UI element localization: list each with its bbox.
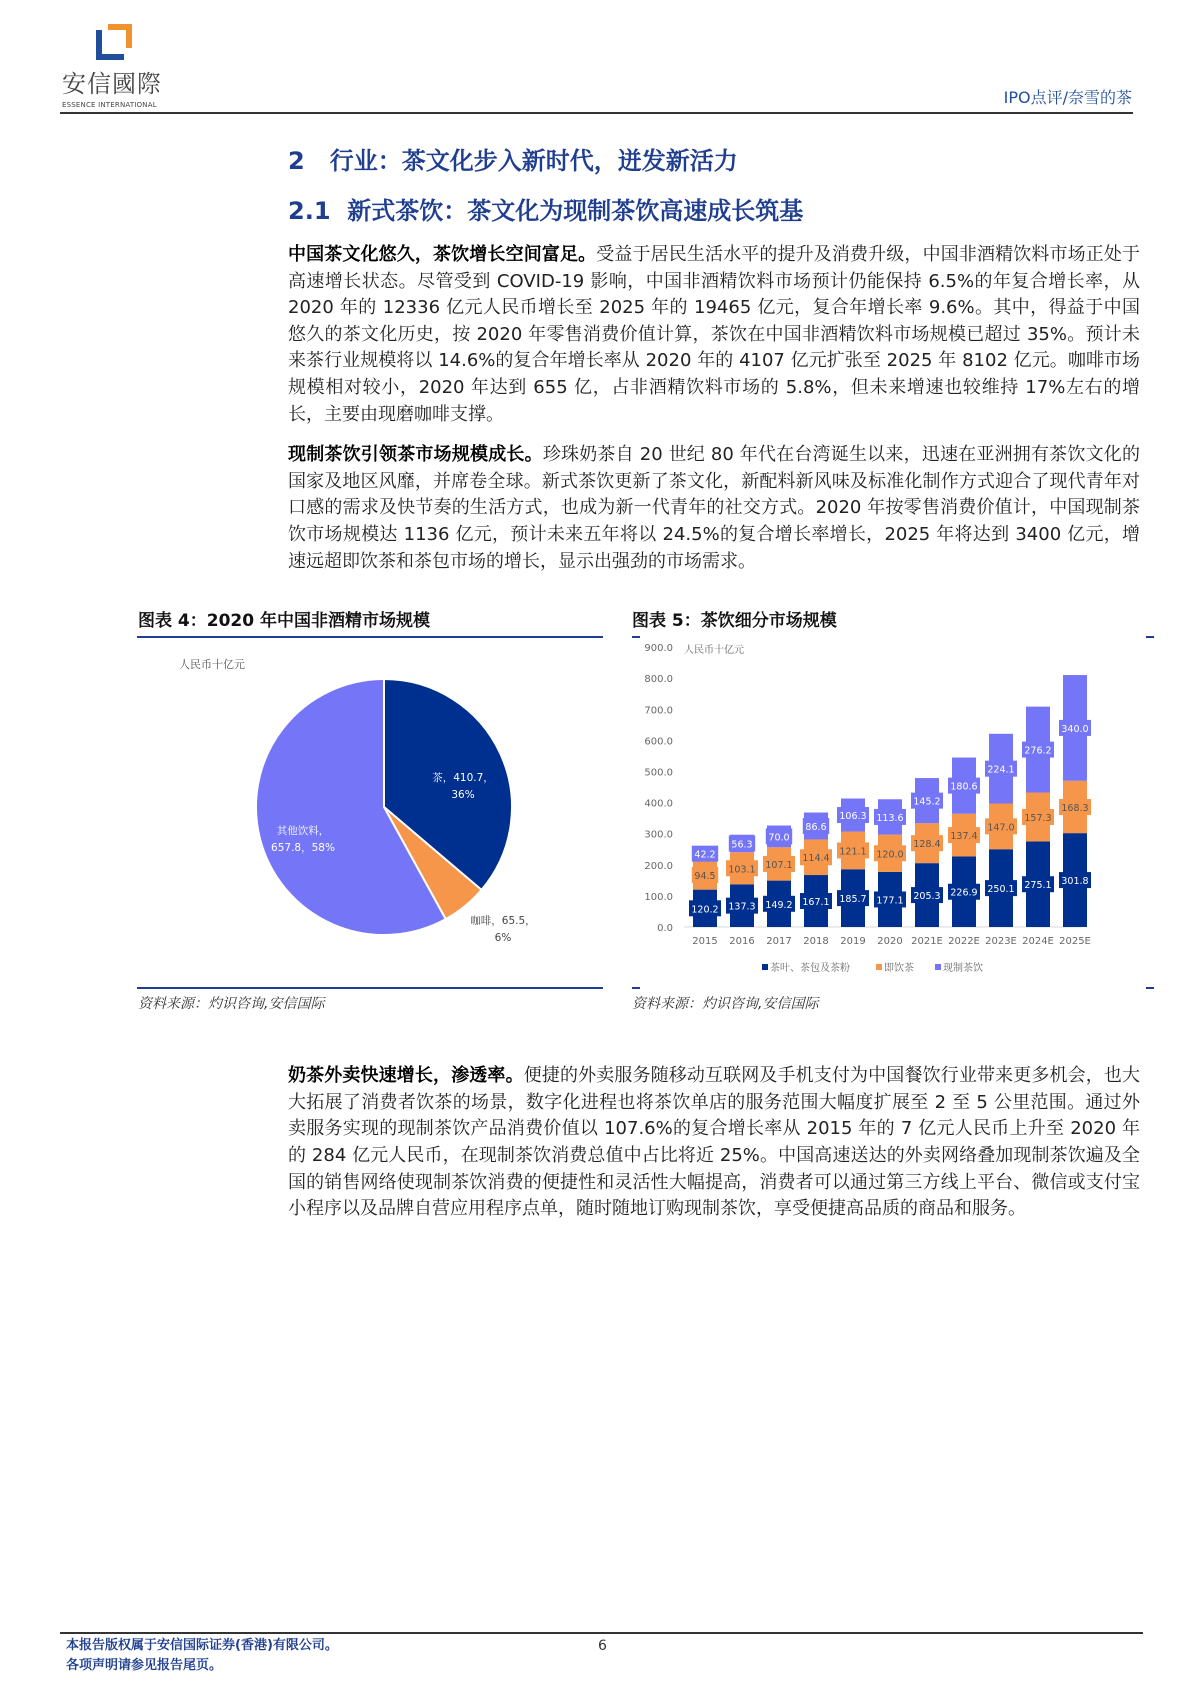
chart-divider xyxy=(137,636,603,638)
data-label: 250.1 xyxy=(987,884,1015,896)
y-tick-label: 700.0 xyxy=(644,705,673,717)
data-label: 180.6 xyxy=(950,781,978,793)
data-label: 56.3 xyxy=(731,839,753,851)
data-label: 120.2 xyxy=(691,904,719,916)
x-tick-label: 2017 xyxy=(766,936,792,948)
x-tick-label: 2018 xyxy=(803,936,829,948)
pie-label-tea: 茶，410.7， xyxy=(432,772,494,785)
paragraph-lead: 中国茶文化悠久，茶饮增长空间富足。 xyxy=(288,244,597,265)
data-label: 147.0 xyxy=(987,822,1015,834)
data-label: 137.4 xyxy=(950,831,978,843)
data-label: 128.4 xyxy=(913,839,941,851)
pie-percent-coffee: 6% xyxy=(494,932,512,945)
paragraph-body: 便捷的外卖服务随移动互联网及手机支付为中国餐饮行业带来更多机会，也大大拓展了消费者饮茶的场景，数字化进程也将茶饮单店的服务范围大幅度扩展至 2 至 5 公里范围。通过外卖服务实现的现制茶饮产品消费价值以 107.6%的复合增长率从 2015 年的 7 亿元人民币上升至 2020 年的 284 亿元人民币，在现制茶饮消费总值中占比将近 25%。中国高速送达的外卖网络叠加现制茶饮遍及全国的销售网络使现制茶饮消费的便捷性和灵活性大幅提高，消费者可以通过第三方线上平台、微信或支付宝小程序以及品牌自营应用程序点单，随时随地订购现制茶饮，享受便捷高品质的商品和服务。 xyxy=(288,1065,1141,1220)
chart-divider xyxy=(1146,636,1154,638)
header-divider xyxy=(60,112,1133,114)
paragraph-lead: 现制茶饮引领茶市场规模成长。 xyxy=(288,444,543,466)
paragraph-body: 珍珠奶茶自 20 世纪 80 年代在台湾诞生以来，迅速在亚洲拥有茶饮文化的国家及地区风靡，并席卷全球。新式茶饮更新了茶文化，新配料新风味及标准化制作方式迎合了现代青年对口感的需求及快节奏的生活方式，也成为新一代青年的社交方式。2020 年按零售消费价值计，中国现制茶饮市场规模达 1136 亿元，预计未来五年将以 24.5%的复合增长率增长，2025 年将达到 3400 亿元，增速远超即饮茶和茶包市场的增长，显示出强劲的市场需求。 xyxy=(288,444,1140,572)
data-label: 70.0 xyxy=(768,832,790,844)
data-label: 120.0 xyxy=(876,849,904,861)
data-label: 42.2 xyxy=(694,849,716,861)
legend-swatch xyxy=(935,964,941,970)
stacked-bar-chart xyxy=(632,640,1154,986)
data-label: 121.1 xyxy=(839,846,867,858)
paragraph-delivery xyxy=(288,1063,1140,1223)
data-label: 276.2 xyxy=(1024,745,1052,757)
x-tick-label: 2019 xyxy=(840,936,866,948)
pie-chart-source: 资料来源：灼识咨询,安信国际 xyxy=(138,996,325,1013)
charts-row xyxy=(137,611,1154,1023)
legend-swatch xyxy=(876,964,882,970)
data-label: 301.8 xyxy=(1061,876,1089,888)
main-content xyxy=(138,146,1141,1223)
logo-text: 安信國際 xyxy=(62,70,162,98)
bar-chart-source: 资料来源：灼识咨询,安信国际 xyxy=(632,996,819,1013)
data-label: 340.0 xyxy=(1061,724,1089,736)
data-label: 167.1 xyxy=(802,897,830,909)
data-label: 106.3 xyxy=(839,811,867,823)
y-tick-label: 100.0 xyxy=(644,892,673,904)
y-tick-label: 900.0 xyxy=(644,643,673,655)
pie-percent-tea: 36% xyxy=(451,789,475,802)
data-label: 86.6 xyxy=(805,822,827,834)
footer-disclaimer: 各项声明请参见报告尾页。 xyxy=(66,1658,223,1673)
chart-divider xyxy=(632,987,640,989)
report-tag: IPO点评/奈雪的茶 xyxy=(1003,88,1132,107)
bar-unit-label: 人民币十亿元 xyxy=(684,645,744,657)
paragraph-tea-culture xyxy=(288,242,1140,428)
data-label: 157.3 xyxy=(1024,813,1052,825)
y-tick-label: 600.0 xyxy=(644,736,673,748)
paragraph-body: 受益于居民生活水平的提升及消费升级，中国非酒精饮料市场正处于高速增长状态。尽管受到 COVID-19 影响，中国非酒精饮料市场预计仍能保持 6.5%的年复合增长率，从 2020 年的 12336 亿元人民币增长至 2025 年的 19465 亿元，复合年增长率 9.6%。其中，得益于中国悠久的茶文化历史，按 2020 年零售消费价值计算，茶饮在中国非酒精饮料市场规模已超过 35%。预计未来茶行业规模将以 14.6%的复合年增长率从 2020 年的 4107 亿元扩张至 2025 年 8102 亿元。咖啡市场规模相对较小，2020 年达到 655 亿，占非酒精饮料市场的 5.8%，但未来增速也较维持 17%左右的增长，主要由现磨咖啡支撑。 xyxy=(288,244,1140,425)
data-label: 226.9 xyxy=(950,887,978,899)
pie-percent-other: 657.8，58% xyxy=(271,842,335,855)
x-tick-label: 2016 xyxy=(729,936,755,948)
section-heading: 2 行业：茶文化步入新时代，迸发新活力 xyxy=(288,147,738,175)
logo-subtext: ESSENCE INTERNATIONAL xyxy=(62,101,157,109)
footer-divider xyxy=(60,1632,1143,1634)
y-tick-label: 800.0 xyxy=(644,674,673,686)
footer-copyright: 本报告版权属于安信国际证券(香港)有限公司。 xyxy=(66,1638,338,1653)
data-label: 94.5 xyxy=(694,871,716,883)
data-label: 177.1 xyxy=(876,895,904,907)
data-label: 103.1 xyxy=(728,864,756,876)
x-tick-label: 2024E xyxy=(1022,936,1054,948)
pie-unit-label: 人民币十亿元 xyxy=(179,658,245,672)
data-label: 114.4 xyxy=(802,853,830,865)
legend-swatch xyxy=(762,964,768,970)
page-number: 6 xyxy=(598,1638,607,1654)
pie-label-coffee: 咖啡，65.5， xyxy=(470,915,536,928)
y-tick-label: 300.0 xyxy=(644,829,673,841)
data-label: 107.1 xyxy=(765,860,793,872)
data-label: 168.3 xyxy=(1061,803,1089,815)
y-tick-label: 500.0 xyxy=(644,767,673,779)
data-label: 145.2 xyxy=(913,796,941,808)
data-label: 149.2 xyxy=(765,899,793,911)
legend-label: 即饮茶 xyxy=(884,963,914,975)
legend-label: 现制茶饮 xyxy=(943,963,983,975)
x-tick-label: 2025E xyxy=(1059,936,1091,948)
x-tick-label: 2015 xyxy=(692,936,718,948)
legend-label: 茶叶、茶包及茶粉 xyxy=(770,963,850,975)
bar-chart-title: 图表 5：茶饮细分市场规模 xyxy=(632,611,837,632)
x-tick-label: 2023E xyxy=(985,936,1017,948)
data-label: 205.3 xyxy=(913,891,941,903)
y-tick-label: 400.0 xyxy=(644,798,673,810)
data-label: 137.3 xyxy=(728,901,756,913)
x-tick-label: 2020 xyxy=(877,936,903,948)
pie-label-other: 其他饮料， xyxy=(276,825,330,838)
subsection-heading: 2.1 新式茶饮：茶文化为现制茶饮高速成长筑基 xyxy=(288,197,804,225)
pie-chart xyxy=(137,640,603,986)
data-label: 113.6 xyxy=(876,813,904,825)
paragraph-lead: 奶茶外卖快速增长，渗透率。 xyxy=(288,1065,524,1087)
paragraph-fresh-tea xyxy=(288,442,1140,575)
data-label: 185.7 xyxy=(839,894,867,906)
logo-icon xyxy=(94,22,134,62)
x-tick-label: 2022E xyxy=(948,936,980,948)
pie-chart-title: 图表 4：2020 年中国非酒精市场规模 xyxy=(138,611,430,632)
y-tick-label: 0.0 xyxy=(657,923,673,935)
data-label: 224.1 xyxy=(987,764,1015,776)
chart-divider xyxy=(1146,987,1154,989)
y-tick-label: 200.0 xyxy=(644,860,673,872)
chart-divider xyxy=(137,987,603,989)
chart-divider xyxy=(632,636,640,638)
x-tick-label: 2021E xyxy=(911,936,943,948)
data-label: 275.1 xyxy=(1024,880,1052,892)
